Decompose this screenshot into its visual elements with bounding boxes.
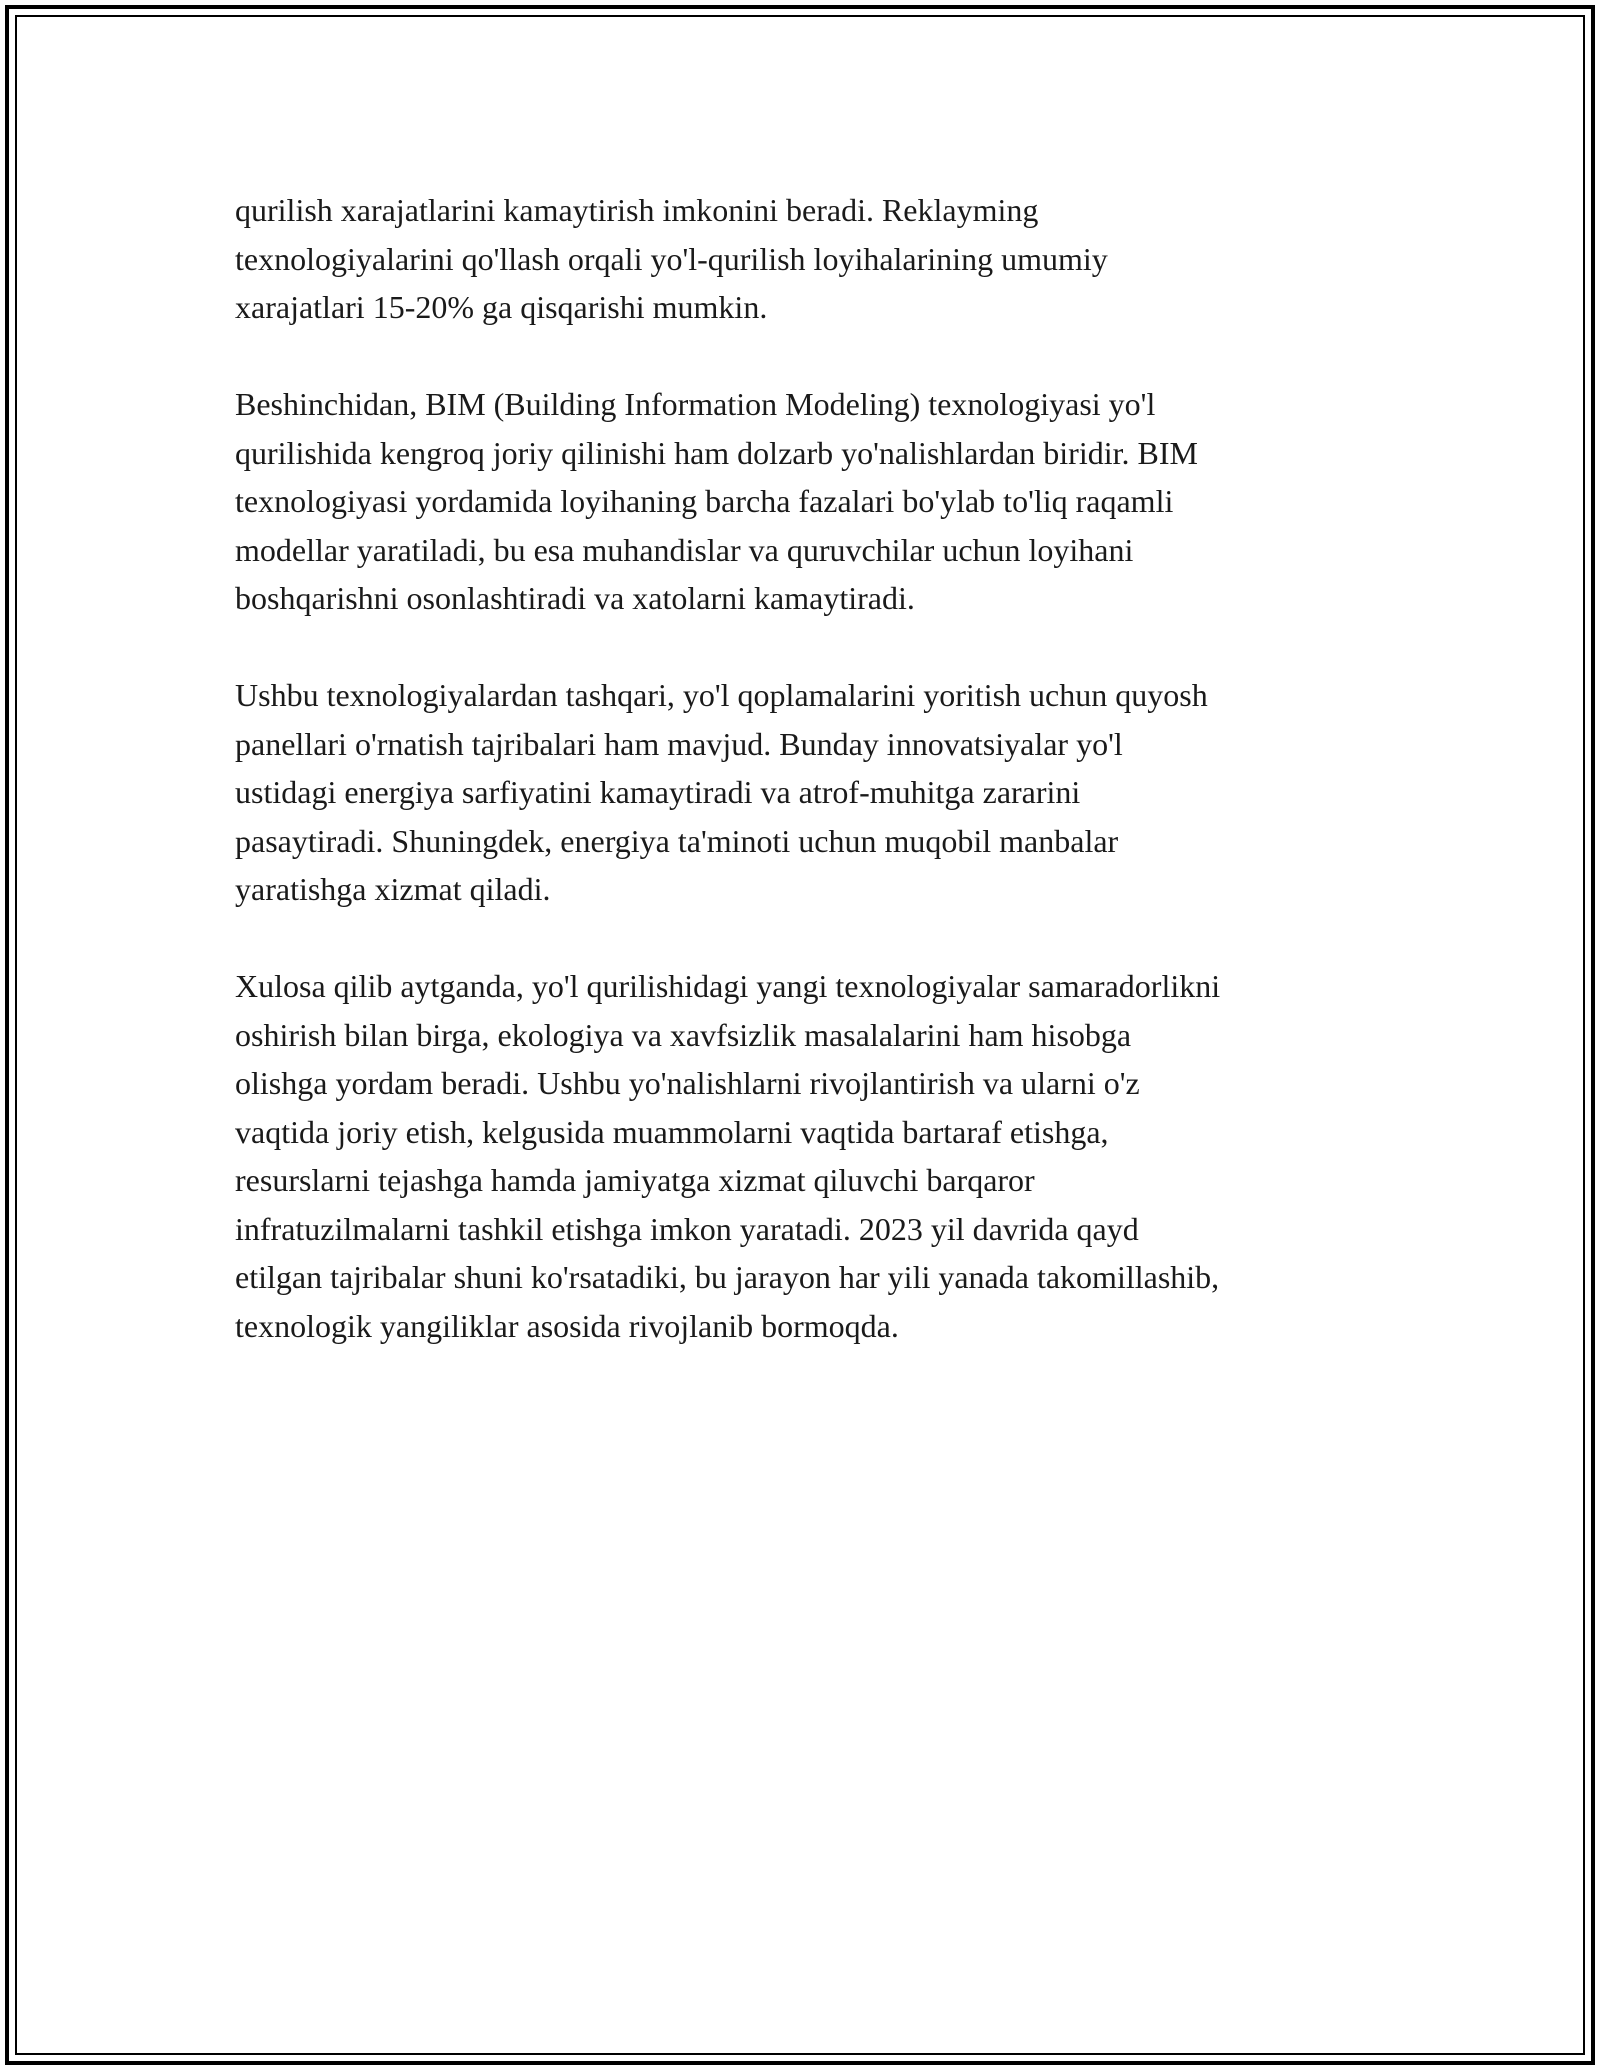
- text-line: oshirish bilan birga, ekologiya va xavfsizlik masalalarini ham hisobga: [235, 1016, 1132, 1053]
- paragraph-3: [235, 671, 1375, 914]
- paragraph-2: [235, 380, 1375, 623]
- text-line: boshqarishni osonlashtiradi va xatolarni kamaytiradi.: [235, 580, 915, 616]
- paragraph-4: [235, 962, 1375, 1350]
- paragraph-1: [235, 186, 1375, 332]
- text-line: vaqtida joriy etish, kelgusida muammolarni vaqtida bartaraf etishga,: [235, 1113, 1109, 1150]
- text-line: texnologiyasi yordamida loyihaning barcha fazalari bo'ylab to'liq raqamli: [235, 483, 1174, 519]
- document-body: [235, 186, 1375, 1399]
- text-line: infratuzilmalarni tashkil etishga imkon yaratadi. 2023 yil davrida qayd: [235, 1210, 1139, 1247]
- text-line: texnologiyalarini qo'llash orqali yo'l-qurilish loyihalarining umumiy: [235, 240, 1108, 277]
- text-line: qurilishida kengroq joriy qilinishi ham dolzarb yo'nalishlardan biridir. BIM: [235, 434, 1198, 471]
- text-line: qurilish xarajatlarini kamaytirish imkonini beradi. Reklayming: [235, 192, 1039, 228]
- text-line: xarajatlari 15-20% ga qisqarishi mumkin.: [235, 289, 768, 325]
- text-line: olishga yordam beradi. Ushbu yo'nalishlarni rivojlantirish va ularni o'z: [235, 1065, 1140, 1101]
- text-line: pasaytiradi. Shuningdek, energiya ta'minoti uchun muqobil manbalar: [235, 822, 1119, 859]
- text-line: panellari o'rnatish tajribalari ham mavjud. Bunday innovatsiyalar yo'l: [235, 725, 1123, 762]
- text-line: texnologik yangiliklar asosida rivojlanib bormoqda.: [235, 1307, 899, 1344]
- text-line: yaratishga xizmat qiladi.: [235, 871, 551, 907]
- text-line: ustidagi energiya sarfiyatini kamaytiradi va atrof-muhitga zararini: [235, 774, 1081, 810]
- text-line: resurslarni tejashga hamda jamiyatga xizmat qiluvchi barqaror: [235, 1162, 1035, 1198]
- text-line: etilgan tajribalar shuni ko'rsatadiki, bu jarayon har yili yanada takomillashib,: [235, 1259, 1220, 1295]
- text-line: Beshinchidan, BIM (Building Information Modeling) texnologiyasi yo'l: [235, 386, 1156, 422]
- text-line: Xulosa qilib aytganda, yo'l qurilishidagi yangi texnologiyalar samaradorlikni: [235, 968, 1221, 1004]
- text-line: Ushbu texnologiyalardan tashqari, yo'l qoplamalarini yoritish uchun quyosh: [235, 677, 1208, 713]
- text-line: modellar yaratiladi, bu esa muhandislar va quruvchilar uchun loyihani: [235, 531, 1134, 568]
